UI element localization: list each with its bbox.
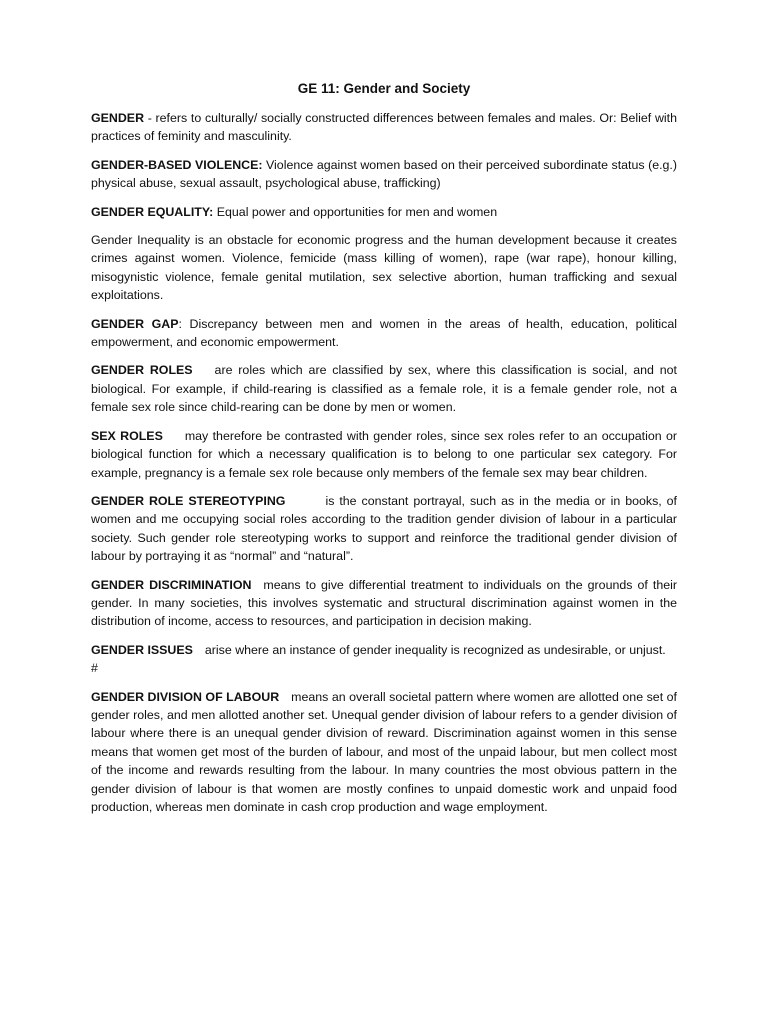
term-sex-roles: SEX ROLES (91, 428, 163, 443)
paragraph-gender-division-of-labour (91, 688, 677, 817)
definition-gender: - refers to culturally/ socially constructed differences between females and males. Or: Belief with practices of feminity and masculinity. (91, 111, 677, 144)
definition-gender-based-violence: Violence against women based on their perceived subordinate status (e.g.) physical abuse, sexual assault, psychological abuse, trafficking) (91, 157, 677, 191)
paragraph-gender-gap (91, 315, 677, 352)
definition-gender-issues: arise where an instance of gender inequality is recognized as undesirable, or unjust. (204, 642, 666, 657)
term-gender-issues: GENDER ISSUES (91, 642, 193, 657)
definition-gender-roles: are roles which are classified by sex, where this classification is social, and not biological. For example, if child-rearing is classified as a female role, it is a female gender role, not a female sex role since child-rearing can be done by men or women. (91, 363, 677, 415)
paragraph-gender-inequality (91, 231, 677, 305)
term-gender-based-violence: GENDER-BASED VIOLENCE: (91, 157, 263, 172)
definition-gender-discrimination: means to give differential treatment to individuals on the grounds of their gender. In many societies, this involves systematic and structural discrimination against women in the distribution of income, access to resources, and participation in decision making. (91, 577, 677, 629)
paragraph-gender-equality (91, 203, 677, 221)
definition-sex-roles: may therefore be contrasted with gender roles, since sex roles refer to an occupation or biological function for which a necessary qualification is to belong to one particular sex category. For example, pregnancy is a female sex role because only members of the female sex may bear children. (91, 428, 678, 480)
definition-gender-role-stereotyping: is the constant portrayal, such as in the media or in books, of women and me occupying social roles according to the tradition gender division of labour in a particular society. Such gender role stereotyping works to support and reinforce the traditional gender division of labour by portraying it as “normal” and “natural”. (91, 493, 678, 564)
term-gender-gap: GENDER GAP (91, 316, 179, 331)
term-gender-equality: GENDER EQUALITY: (91, 204, 214, 219)
definition-gender-gap: : Discrepancy between men and women in the areas of health, education, political empowerment, and economic empowerment. (91, 316, 677, 350)
paragraph-gender-issues (91, 641, 677, 659)
term-gender-role-stereotyping: GENDER ROLE STEREOTYPING (91, 493, 286, 508)
paragraph-gender-roles (91, 361, 677, 416)
document-page (91, 80, 677, 826)
paragraph-gender-discrimination (91, 576, 677, 631)
definition-gender-division-of-labour: means an overall societal pattern where women are allotted one set of gender roles, and men allotted another set. Unequal gender division of labour refers to a gender division of labour where there is an unequal gender division of reward. Discrimination against women in this sense means that women get most of the burden of labour, and most of the unpaid labour, but men collect most of the income and rewards resulting from the labour. In many countries the most obvious pattern in the gender division of labour is that women are mostly confines to unpaid domestic work and unpaid food production, whereas men dominate in cash crop production and wage employment. (91, 689, 677, 814)
document-title: GE 11: Gender and Society (297, 81, 471, 96)
term-gender-division-of-labour: GENDER DIVISION OF LABOUR (91, 689, 280, 704)
paragraph-gender-based-violence (91, 156, 677, 193)
term-gender: GENDER (91, 111, 145, 125)
paragraph-gender (91, 109, 677, 146)
term-gender-roles: GENDER ROLES (91, 363, 193, 378)
definition-gender-equality: Equal power and opportunities for men and women (213, 204, 498, 219)
paragraph-sex-roles (91, 427, 677, 482)
text-gender-inequality: Gender Inequality is an obstacle for economic progress and the human development because it creates crimes against women. Violence, femicide (mass killing of women), rape (war rape), honour killing, misogynistic violence, female genital mutilation, sex selective abortion, human trafficking and sexual exploitations. (91, 233, 677, 303)
paragraph-gender-role-stereotyping (91, 492, 677, 566)
hash-marker: # (91, 661, 98, 676)
term-gender-discrimination: GENDER DISCRIMINATION (91, 577, 252, 592)
